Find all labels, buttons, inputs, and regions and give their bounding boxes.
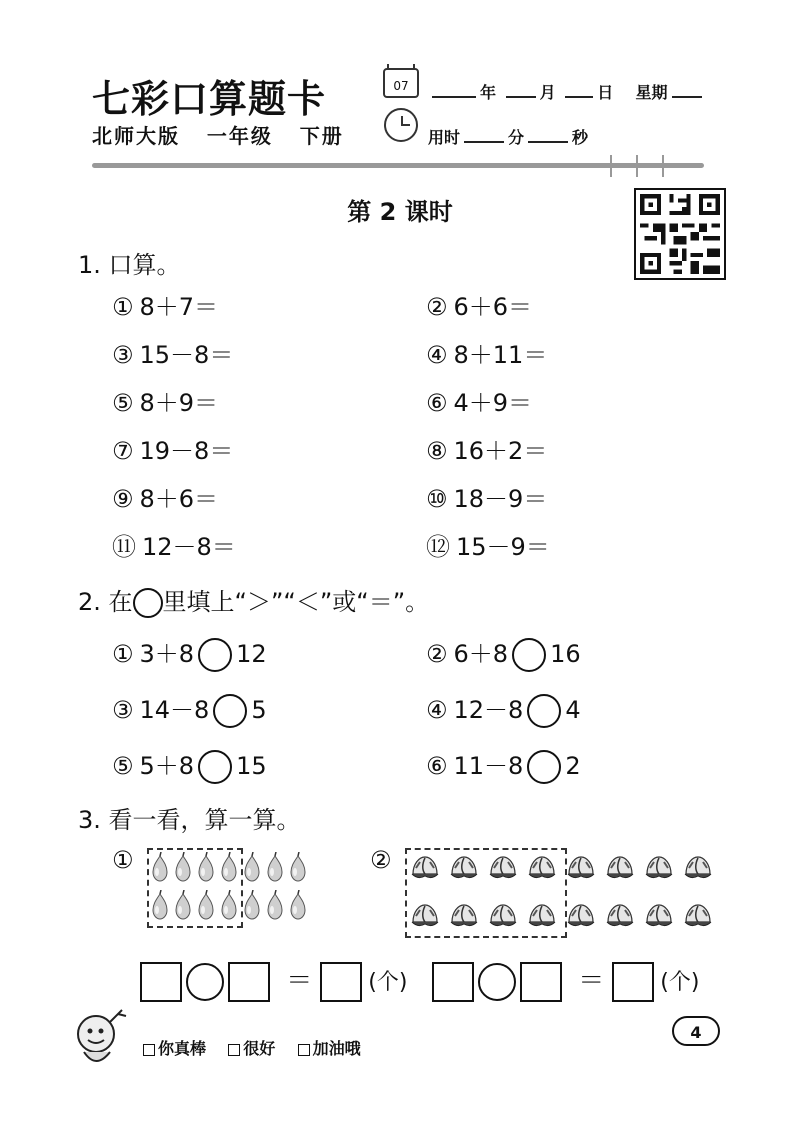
peach-icon xyxy=(566,900,596,930)
feedback-row xyxy=(143,1036,361,1059)
peach-icon xyxy=(644,900,674,930)
compare-left: 11－8 xyxy=(453,752,524,780)
divider-tick xyxy=(610,155,612,177)
answer-box[interactable] xyxy=(432,962,474,1002)
item-number: ⑪ xyxy=(112,533,136,561)
peach-icon xyxy=(605,852,635,882)
pear-icon xyxy=(150,890,170,920)
item-expression: 16＋2＝ xyxy=(453,437,548,465)
item-number: ⑤ xyxy=(112,389,134,417)
compare-circle[interactable] xyxy=(527,750,561,784)
compare-right: 5 xyxy=(251,696,267,724)
pear-icon xyxy=(242,852,262,882)
q2-item xyxy=(112,690,267,728)
q2-item xyxy=(426,634,581,672)
edition-line xyxy=(92,120,344,149)
feedback-great[interactable] xyxy=(143,1039,206,1058)
second-label: 秒 xyxy=(572,128,589,147)
q2-item xyxy=(426,690,581,728)
month-blank[interactable] xyxy=(506,80,536,98)
result-box[interactable] xyxy=(320,962,362,1002)
feedback-label: 加油哦 xyxy=(312,1039,361,1058)
q1-item xyxy=(112,335,233,370)
divider-tick xyxy=(636,155,638,177)
q2-title-prefix: 2. 在 xyxy=(78,588,133,616)
second-blank[interactable] xyxy=(528,125,568,143)
pear-icon xyxy=(196,852,216,882)
q3-part1-answer xyxy=(140,960,407,1002)
compare-right: 2 xyxy=(565,752,581,780)
time-used-label: 用时 xyxy=(428,128,461,147)
compare-left: 14－8 xyxy=(139,696,210,724)
answer-box[interactable] xyxy=(228,962,270,1002)
pear-icon xyxy=(242,890,262,920)
clock-icon xyxy=(384,108,418,142)
q2-title xyxy=(78,582,429,618)
peach-icon xyxy=(449,852,479,882)
qr-code-icon xyxy=(634,188,726,280)
month-label: 月 xyxy=(539,83,556,102)
pear-icon xyxy=(219,852,239,882)
peach-icon xyxy=(683,852,713,882)
operator-circle[interactable] xyxy=(186,963,224,1001)
item-number: ② xyxy=(426,293,448,321)
weekday-label: 星期 xyxy=(635,83,668,102)
q1-item xyxy=(426,383,532,418)
minute-label: 分 xyxy=(508,128,525,147)
item-number: ⑤ xyxy=(112,752,134,780)
q3-part2-num: ② xyxy=(370,846,392,874)
q1-item xyxy=(112,527,236,562)
operator-circle[interactable] xyxy=(478,963,516,1001)
compare-circle[interactable] xyxy=(198,638,232,672)
checkbox-icon[interactable] xyxy=(143,1044,155,1056)
peach-icon xyxy=(644,852,674,882)
item-number: ① xyxy=(112,293,134,321)
item-number: ① xyxy=(112,640,134,668)
item-number: ④ xyxy=(426,696,448,724)
q1-item xyxy=(112,479,218,514)
feedback-try[interactable] xyxy=(298,1039,361,1058)
equals-sign: ＝ xyxy=(578,966,605,996)
q1-item xyxy=(112,287,218,322)
compare-left: 6＋8 xyxy=(453,640,509,668)
pear-icon xyxy=(219,890,239,920)
grade: 一年级 xyxy=(206,124,273,148)
peach-icon xyxy=(527,900,557,930)
checkbox-icon[interactable] xyxy=(228,1044,240,1056)
minute-blank[interactable] xyxy=(464,125,504,143)
item-number: ⑦ xyxy=(112,437,134,465)
compare-circle[interactable] xyxy=(213,694,247,728)
item-number: ④ xyxy=(426,341,448,369)
year-label: 年 xyxy=(480,83,497,102)
page-number: 4 xyxy=(672,1016,720,1046)
peach-icon xyxy=(566,852,596,882)
item-number: ⑥ xyxy=(426,389,448,417)
q2-item xyxy=(426,746,581,784)
q1-item xyxy=(426,479,547,514)
volume: 下册 xyxy=(299,124,344,148)
q1-item xyxy=(112,383,218,418)
calendar-day: 07 xyxy=(393,79,409,93)
peach-icon xyxy=(527,852,557,882)
compare-left: 5＋8 xyxy=(139,752,195,780)
q1-item xyxy=(426,527,550,562)
item-expression: 18－9＝ xyxy=(453,485,548,513)
q2-item xyxy=(112,634,267,672)
pear-icon xyxy=(196,890,216,920)
compare-circle[interactable] xyxy=(198,750,232,784)
peach-icon xyxy=(449,900,479,930)
compare-right: 15 xyxy=(236,752,267,780)
pear-icon xyxy=(173,890,193,920)
header-divider xyxy=(92,163,704,168)
item-expression: 8＋7＝ xyxy=(139,293,219,321)
peach-icon xyxy=(488,900,518,930)
item-expression: 4＋9＝ xyxy=(453,389,533,417)
mascot-icon xyxy=(70,1004,132,1074)
weekday-blank[interactable] xyxy=(672,80,702,98)
checkbox-icon[interactable] xyxy=(298,1044,310,1056)
peach-icon xyxy=(410,852,440,882)
item-number: ⑧ xyxy=(426,437,448,465)
date-line xyxy=(428,80,706,103)
answer-box[interactable] xyxy=(520,962,562,1002)
item-number: ⑥ xyxy=(426,752,448,780)
q2-item xyxy=(112,746,267,784)
item-expression: 8＋11＝ xyxy=(453,341,548,369)
compare-left: 12－8 xyxy=(453,696,524,724)
compare-circle[interactable] xyxy=(527,694,561,728)
q1-item xyxy=(112,431,233,466)
item-number: ⑩ xyxy=(426,485,448,513)
item-expression: 6＋6＝ xyxy=(453,293,533,321)
feedback-label: 你真棒 xyxy=(158,1039,207,1058)
item-expression: 15－8＝ xyxy=(139,341,234,369)
q2-title-suffix: 里填上“＞”“＜”或“＝”。 xyxy=(162,588,430,616)
unit-label: (个) xyxy=(660,970,700,995)
item-expression: 12－8＝ xyxy=(142,533,236,561)
item-expression: 15－9＝ xyxy=(456,533,550,561)
result-box[interactable] xyxy=(612,962,654,1002)
peach-icon xyxy=(683,900,713,930)
q1-item xyxy=(426,287,532,322)
item-number: ⑨ xyxy=(112,485,134,513)
time-used-line xyxy=(428,125,588,148)
calendar-icon xyxy=(383,68,419,98)
lesson-title: 第 2 课时 xyxy=(347,198,453,226)
peach-icon xyxy=(605,900,635,930)
equals-sign: ＝ xyxy=(286,966,313,996)
item-expression: 8＋9＝ xyxy=(139,389,219,417)
q3-part2-answer xyxy=(432,960,699,1002)
q3-title: 3. 看一看，算一算。 xyxy=(78,806,301,834)
q1-item xyxy=(426,431,547,466)
edition: 北师大版 xyxy=(92,124,180,148)
peach-icon xyxy=(488,852,518,882)
pear-icon xyxy=(150,852,170,882)
unit-label: (个) xyxy=(368,970,408,995)
compare-right: 12 xyxy=(236,640,267,668)
compare-circle[interactable] xyxy=(512,638,546,672)
brand-title: 七彩口算题卡 xyxy=(92,77,327,121)
compare-right: 16 xyxy=(550,640,581,668)
q1-item xyxy=(426,335,547,370)
q3-part1-num: ① xyxy=(112,846,134,874)
feedback-good[interactable] xyxy=(228,1039,275,1058)
day-blank[interactable] xyxy=(565,80,593,98)
item-number: ③ xyxy=(112,341,134,369)
item-expression: 19－8＝ xyxy=(139,437,234,465)
item-number: ③ xyxy=(112,696,134,724)
compare-right: 4 xyxy=(565,696,581,724)
feedback-label: 很好 xyxy=(243,1039,276,1058)
pear-icon xyxy=(173,852,193,882)
day-label: 日 xyxy=(597,83,614,102)
item-number: ⑫ xyxy=(426,533,450,561)
divider-tick xyxy=(662,155,664,177)
pear-icon xyxy=(288,890,308,920)
q1-title: 1. 口算。 xyxy=(78,251,181,279)
pear-icon xyxy=(265,890,285,920)
answer-box[interactable] xyxy=(140,962,182,1002)
item-number: ② xyxy=(426,640,448,668)
pear-icon xyxy=(265,852,285,882)
year-blank[interactable] xyxy=(432,80,476,98)
circle-symbol-icon xyxy=(133,588,163,618)
pear-icon xyxy=(288,852,308,882)
item-expression: 8＋6＝ xyxy=(139,485,219,513)
compare-left: 3＋8 xyxy=(139,640,195,668)
peach-icon xyxy=(410,900,440,930)
